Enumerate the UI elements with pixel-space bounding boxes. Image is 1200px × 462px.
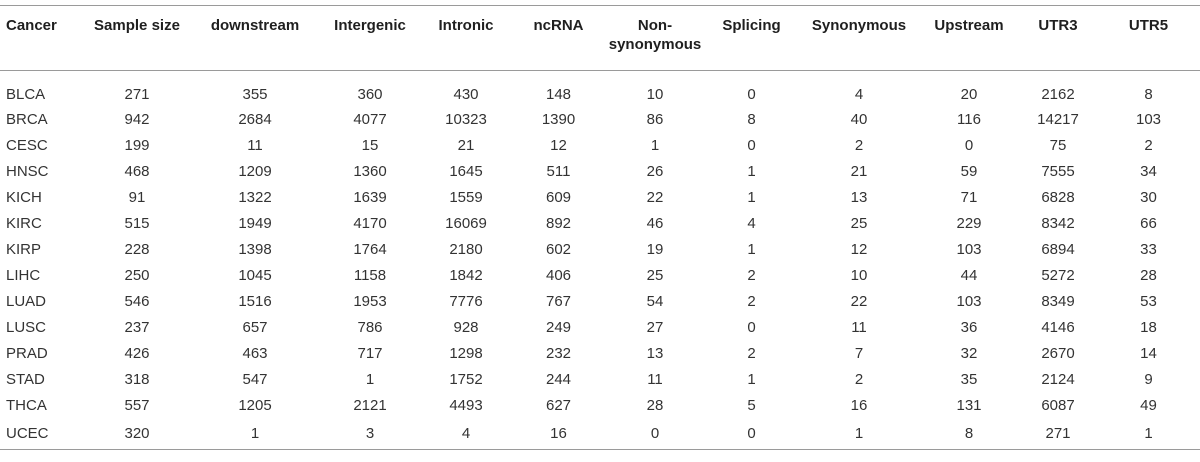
table-cell: 1645 [449, 163, 483, 180]
table-cell: 13 [646, 345, 664, 362]
table-cell: 2 [1144, 137, 1153, 154]
table-row [0, 133, 1200, 159]
table-cell: 10 [646, 86, 664, 104]
table-cell: 1158 [353, 267, 387, 284]
table-cell: 463 [242, 345, 268, 362]
table-cell: 7776 [449, 293, 483, 310]
cancer-type-cell: STAD [6, 371, 45, 388]
cancer-type-cell: LUSC [6, 319, 47, 336]
table-cell: 1 [747, 189, 756, 206]
cancer-type-cell: HNSC [6, 163, 49, 180]
table-cell: 2162 [1041, 86, 1075, 104]
table-cell: 54 [646, 293, 664, 310]
table-cell: 1045 [238, 267, 272, 284]
column-header-upstream: Upstream [919, 6, 1019, 71]
column-header-non-synonymous: Non-synonymous [606, 6, 704, 71]
cancer-type-cell: CESC [6, 137, 48, 154]
table-cell: 4 [747, 215, 756, 232]
table-cell: 71 [960, 189, 978, 206]
table-cell: 28 [1140, 267, 1157, 284]
table-row [0, 419, 1200, 450]
table-cell: 21 [457, 137, 475, 154]
table-cell: 511 [546, 163, 571, 180]
table-cell: 1953 [353, 293, 387, 310]
table-cell: 4 [854, 86, 864, 104]
table-cell: 2 [854, 137, 864, 154]
table-cell: 1516 [238, 293, 272, 310]
cancer-type-cell: KIRC [6, 215, 42, 232]
table-cell: 12 [850, 241, 868, 258]
table-cell: 786 [357, 319, 383, 336]
table-cell: 8 [747, 111, 756, 128]
table-cell: 1 [1097, 419, 1200, 450]
table-cell: 4170 [353, 215, 387, 232]
table-cell: 0 [704, 419, 799, 450]
cancer-type-cell: PRAD [6, 345, 48, 362]
table-cell: 229 [956, 215, 982, 232]
table-cell: 5272 [1041, 267, 1075, 284]
cancer-type-cell: BLCA [6, 86, 46, 104]
table-cell: 9 [1144, 371, 1153, 388]
table-cell: 12 [550, 137, 567, 154]
table-cell: 91 [128, 189, 146, 206]
table-cell: 609 [545, 189, 572, 206]
table-cell: 86 [646, 111, 664, 128]
table-cell: 28 [646, 397, 664, 414]
table-cell: 1752 [449, 371, 483, 388]
column-header-cancer: Cancer [0, 6, 83, 71]
column-header-utr5: UTR5 [1097, 6, 1200, 71]
table-cell: 44 [960, 267, 978, 284]
table-cell: 8349 [1041, 293, 1075, 310]
table-cell: 0 [747, 86, 756, 104]
table-cell: 148 [545, 86, 572, 104]
column-header-synonymous: Synonymous [799, 6, 919, 71]
table-cell: 11 [851, 319, 867, 336]
table-cell: 546 [124, 293, 150, 310]
table-cell: 657 [242, 319, 268, 336]
table-cell: 557 [124, 397, 150, 414]
table-cell: 1209 [238, 163, 272, 180]
table-cell: 19 [646, 241, 664, 258]
column-header-intergenic: Intergenic [319, 6, 421, 71]
cancer-type-cell: BRCA [6, 111, 48, 128]
table-cell: 1 [650, 137, 660, 154]
table-cell: 2 [854, 371, 864, 388]
table-cell: 22 [850, 293, 868, 310]
cancer-type-cell: LUAD [6, 293, 47, 310]
column-header-downstream: downstream [191, 6, 319, 71]
table-cell: 355 [242, 86, 268, 104]
table-cell: 547 [242, 371, 268, 388]
table-cell: 602 [545, 241, 572, 258]
table-cell: 131 [956, 397, 982, 414]
table-cell: 2 [747, 293, 756, 310]
table-cell: 2121 [353, 397, 387, 414]
table-row [0, 185, 1200, 211]
table-row [0, 211, 1200, 237]
table-cell: 627 [545, 397, 572, 414]
table-cell: 892 [545, 215, 572, 232]
table-cell: 7 [854, 345, 864, 362]
cancer-type-cell: UCEC [0, 419, 83, 450]
table-cell: 1390 [541, 111, 576, 128]
table-cell: 1842 [449, 267, 483, 284]
mutation-table [0, 5, 1200, 450]
table-cell: 21 [850, 163, 868, 180]
table-cell: 6087 [1041, 397, 1075, 414]
table-cell: 8 [1144, 86, 1153, 104]
table-cell: 1360 [353, 163, 387, 180]
table-cell: 4146 [1041, 319, 1075, 336]
table-cell: 1205 [238, 397, 272, 414]
table-cell: 1 [747, 371, 756, 388]
table-cell: 360 [357, 86, 383, 104]
table-cell: 11 [647, 371, 663, 388]
table-cell: 0 [606, 419, 704, 450]
table-cell: 515 [124, 215, 150, 232]
table-cell: 1 [747, 241, 756, 258]
table-cell: 426 [124, 345, 150, 362]
table-row [0, 107, 1200, 133]
table-cell: 22 [646, 189, 664, 206]
table-cell: 1398 [238, 241, 272, 258]
table-cell: 20 [960, 86, 978, 104]
table-cell: 27 [646, 319, 664, 336]
table-cell: 4 [421, 419, 511, 450]
table-cell: 942 [124, 111, 150, 128]
table-cell: 2 [747, 267, 756, 284]
table-cell: 1 [191, 419, 319, 450]
table-cell: 430 [453, 86, 479, 104]
table-cell: 30 [1140, 189, 1157, 206]
table-cell: 0 [964, 137, 974, 154]
table-cell: 25 [646, 267, 664, 284]
column-header-ncrna: ncRNA [511, 6, 606, 71]
table-cell: 26 [646, 163, 664, 180]
table-cell: 40 [850, 111, 868, 128]
table-cell: 244 [545, 371, 572, 388]
table-cell: 13 [850, 189, 868, 206]
table-cell: 2670 [1041, 345, 1075, 362]
table-row [0, 237, 1200, 263]
header-row [0, 6, 1200, 71]
table-cell: 116 [957, 111, 981, 128]
table-row [0, 315, 1200, 341]
cancer-type-cell: THCA [6, 397, 47, 414]
table-cell: 2124 [1041, 371, 1075, 388]
table-cell: 75 [1049, 137, 1067, 154]
table-cell: 66 [1140, 215, 1157, 232]
column-header-splicing: Splicing [704, 6, 799, 71]
table-cell: 2 [747, 345, 756, 362]
table-cell: 232 [545, 345, 572, 362]
table-cell: 36 [960, 319, 978, 336]
table-cell: 35 [960, 371, 978, 388]
table-row [0, 263, 1200, 289]
table-cell: 16 [850, 397, 868, 414]
cancer-type-cell: KIRP [6, 241, 42, 258]
table-cell: 318 [124, 371, 150, 388]
table-cell: 0 [747, 137, 756, 154]
table-cell: 46 [646, 215, 664, 232]
table-cell: 320 [83, 419, 191, 450]
table-cell: 468 [124, 163, 150, 180]
table-cell: 1 [747, 163, 756, 180]
table-cell: 7555 [1041, 163, 1075, 180]
cancer-type-cell: LIHC [6, 267, 41, 284]
table-cell: 11 [247, 137, 263, 154]
table-cell: 6828 [1041, 189, 1075, 206]
table-cell: 767 [545, 293, 572, 310]
cancer-type-cell: KICH [6, 189, 42, 206]
table-cell: 6894 [1041, 241, 1075, 258]
table-cell: 1 [799, 419, 919, 450]
table-cell: 928 [453, 319, 479, 336]
table-cell: 59 [960, 163, 978, 180]
table-cell: 1559 [449, 189, 483, 206]
table-row [0, 341, 1200, 367]
table-cell: 1764 [353, 241, 387, 258]
table-cell: 16069 [445, 215, 487, 232]
table-cell: 18 [1140, 319, 1157, 336]
table-cell: 1322 [238, 189, 272, 206]
table-cell: 2684 [238, 111, 272, 128]
table-cell: 228 [124, 241, 150, 258]
table-cell: 34 [1140, 163, 1157, 180]
column-header-sample-size: Sample size [83, 6, 191, 71]
table-row [0, 393, 1200, 419]
table-cell: 103 [956, 241, 982, 258]
table-cell: 271 [124, 86, 150, 104]
table-row [0, 71, 1200, 107]
table-cell: 1 [365, 371, 375, 388]
table-row [0, 289, 1200, 315]
table-cell: 717 [357, 345, 383, 362]
table-cell: 33 [1140, 241, 1157, 258]
table-cell: 8342 [1041, 215, 1075, 232]
table-cell: 0 [747, 319, 756, 336]
table-cell: 4077 [353, 111, 387, 128]
table-cell: 406 [545, 267, 572, 284]
table-cell: 250 [124, 267, 150, 284]
table-cell: 53 [1140, 293, 1157, 310]
table-cell: 3 [319, 419, 421, 450]
column-header-intronic: Intronic [421, 6, 511, 71]
table-body [0, 71, 1200, 450]
table-cell: 103 [1135, 111, 1162, 128]
table-row [0, 159, 1200, 185]
table-cell: 49 [1140, 397, 1157, 414]
table-cell: 5 [747, 397, 756, 414]
table-cell: 237 [124, 319, 150, 336]
table-cell: 2180 [449, 241, 483, 258]
table-cell: 14217 [1037, 111, 1079, 128]
table-cell: 271 [1019, 419, 1097, 450]
table-cell: 15 [361, 137, 379, 154]
table-cell: 10 [850, 267, 868, 284]
table-cell: 103 [956, 293, 982, 310]
table-cell: 4493 [449, 397, 483, 414]
table-cell: 14 [1140, 345, 1157, 362]
table-cell: 249 [545, 319, 572, 336]
table-cell: 8 [919, 419, 1019, 450]
table-cell: 1639 [353, 189, 387, 206]
table-cell: 16 [511, 419, 606, 450]
table-cell: 199 [124, 137, 150, 154]
table-row [0, 367, 1200, 393]
table-cell: 10323 [445, 111, 487, 128]
table-cell: 32 [960, 345, 978, 362]
table-cell: 1298 [449, 345, 483, 362]
table-cell: 1949 [238, 215, 272, 232]
column-header-utr3: UTR3 [1019, 6, 1097, 71]
table-cell: 25 [850, 215, 868, 232]
